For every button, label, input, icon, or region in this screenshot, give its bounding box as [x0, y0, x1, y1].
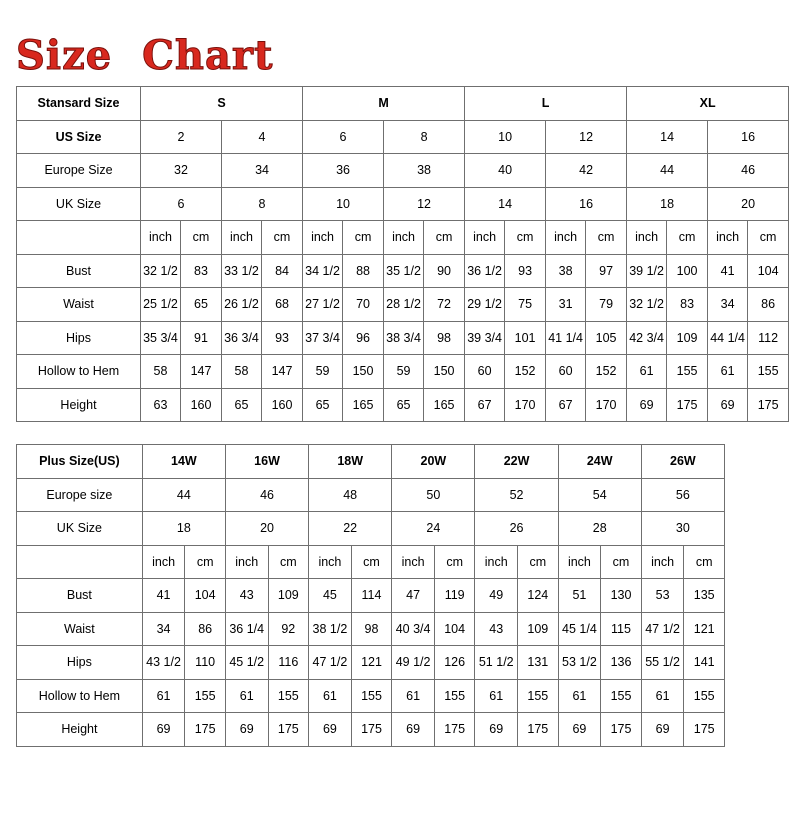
table-row [17, 355, 789, 389]
cell: 45 1/4 [558, 612, 601, 646]
cell: 79 [586, 288, 627, 322]
cell: 165 [424, 388, 465, 422]
cell: 61 [708, 355, 748, 389]
unit-cell: cm [586, 221, 627, 255]
cell: 114 [351, 579, 392, 613]
cell: 86 [748, 288, 789, 322]
unit-cell: inch [558, 545, 601, 579]
table-row-units [17, 545, 788, 579]
unit-cell: inch [641, 545, 684, 579]
cell: 63 [141, 388, 181, 422]
cell: 54 [558, 478, 641, 512]
cell: 38 3/4 [384, 321, 424, 355]
cell: 16 [546, 187, 627, 221]
cell: 160 [262, 388, 303, 422]
cell: 165 [343, 388, 384, 422]
row-label-us-size: US Size [17, 120, 141, 154]
cell: 14 [627, 120, 708, 154]
plus-size-22w: 22W [475, 445, 558, 479]
cell: 49 [475, 579, 518, 613]
cell: 55 1/2 [641, 646, 684, 680]
cell: 91 [181, 321, 222, 355]
cell: 58 [141, 355, 181, 389]
cell: 110 [185, 646, 226, 680]
table-row [17, 445, 788, 479]
cell: 10 [465, 120, 546, 154]
cell: 46 [225, 478, 308, 512]
cell: 84 [262, 254, 303, 288]
cell: 147 [262, 355, 303, 389]
cell: 28 1/2 [384, 288, 424, 322]
cell: 104 [748, 254, 789, 288]
cell: 69 [708, 388, 748, 422]
unit-row-label [17, 221, 141, 255]
table-row [17, 679, 788, 713]
cell: 109 [268, 579, 309, 613]
cell: 18 [142, 512, 225, 546]
cell: 150 [343, 355, 384, 389]
cell: 41 1/4 [546, 321, 586, 355]
cell: 155 [434, 679, 475, 713]
cell: 53 [641, 579, 684, 613]
cell: 69 [558, 713, 601, 747]
unit-cell: cm [424, 221, 465, 255]
unit-cell: inch [141, 221, 181, 255]
cell: 59 [384, 355, 424, 389]
cell: 44 [142, 478, 225, 512]
plus-size-header-label: Plus Size(US) [17, 445, 143, 479]
cell: 20 [225, 512, 308, 546]
cell: 39 1/2 [627, 254, 667, 288]
unit-cell: cm [351, 545, 392, 579]
row-label-europe-size: Europe Size [17, 154, 141, 188]
cell: 150 [424, 355, 465, 389]
size-group-s: S [141, 87, 303, 121]
row-label-uk-size: UK Size [17, 187, 141, 221]
cell: 96 [343, 321, 384, 355]
cell: 155 [351, 679, 392, 713]
cell: 69 [641, 713, 684, 747]
cell: 34 1/2 [303, 254, 343, 288]
cell: 51 1/2 [475, 646, 518, 680]
standard-size-header-label: Stansard Size [17, 87, 141, 121]
cell: 32 [141, 154, 222, 188]
cell: 136 [601, 646, 642, 680]
unit-cell: cm [185, 545, 226, 579]
cell: 46 [708, 154, 789, 188]
cell: 12 [546, 120, 627, 154]
unit-cell: cm [262, 221, 303, 255]
cell: 119 [434, 579, 475, 613]
unit-cell: cm [181, 221, 222, 255]
unit-cell: inch [708, 221, 748, 255]
cell: 155 [748, 355, 789, 389]
unit-cell: inch [475, 545, 518, 579]
plus-size-20w: 20W [392, 445, 475, 479]
cell: 45 1/2 [225, 646, 268, 680]
plus-table-filler [724, 545, 787, 579]
cell: 38 [384, 154, 465, 188]
plus-size-24w: 24W [558, 445, 641, 479]
plus-table-filler [724, 512, 787, 546]
cell: 8 [222, 187, 303, 221]
table-row [17, 612, 788, 646]
cell: 47 [392, 579, 435, 613]
table-row [17, 579, 788, 613]
cell: 32 1/2 [627, 288, 667, 322]
row-label-hollow-to-hem: Hollow to Hem [17, 679, 143, 713]
cell: 175 [268, 713, 309, 747]
cell: 61 [641, 679, 684, 713]
table-row [17, 713, 788, 747]
cell: 69 [142, 713, 185, 747]
table-row [17, 288, 789, 322]
cell: 59 [303, 355, 343, 389]
cell: 43 [475, 612, 518, 646]
cell: 61 [392, 679, 435, 713]
cell: 100 [667, 254, 708, 288]
cell: 60 [546, 355, 586, 389]
cell: 141 [684, 646, 725, 680]
cell: 31 [546, 288, 586, 322]
plus-size-26w: 26W [641, 445, 724, 479]
cell: 45 [309, 579, 352, 613]
cell: 175 [684, 713, 725, 747]
cell: 47 1/2 [641, 612, 684, 646]
table-row [17, 646, 788, 680]
cell: 69 [392, 713, 435, 747]
cell: 69 [475, 713, 518, 747]
row-label-hips: Hips [17, 646, 143, 680]
plus-table-filler [724, 679, 787, 713]
cell: 175 [434, 713, 475, 747]
cell: 43 1/2 [142, 646, 185, 680]
cell: 160 [181, 388, 222, 422]
row-label-europe-size: Europe size [17, 478, 143, 512]
row-label-hollow-to-hem: Hollow to Hem [17, 355, 141, 389]
row-label-height: Height [17, 713, 143, 747]
plus-table-filler [724, 445, 787, 479]
cell: 83 [181, 254, 222, 288]
cell: 6 [141, 187, 222, 221]
cell: 170 [586, 388, 627, 422]
size-group-m: M [303, 87, 465, 121]
cell: 109 [667, 321, 708, 355]
cell: 104 [434, 612, 475, 646]
plus-table-filler [724, 579, 787, 613]
unit-cell: cm [343, 221, 384, 255]
table-row [17, 388, 789, 422]
plus-table-filler [724, 646, 787, 680]
table-row-units [17, 221, 789, 255]
cell: 92 [268, 612, 309, 646]
cell: 65 [222, 388, 262, 422]
cell: 34 [222, 154, 303, 188]
cell: 29 1/2 [465, 288, 505, 322]
cell: 27 1/2 [303, 288, 343, 322]
cell: 90 [424, 254, 465, 288]
cell: 109 [518, 612, 559, 646]
cell: 130 [601, 579, 642, 613]
cell: 48 [309, 478, 392, 512]
cell: 116 [268, 646, 309, 680]
cell: 53 1/2 [558, 646, 601, 680]
cell: 39 3/4 [465, 321, 505, 355]
unit-cell: cm [505, 221, 546, 255]
table-row [17, 120, 789, 154]
cell: 104 [185, 579, 226, 613]
cell: 65 [181, 288, 222, 322]
plus-size-14w: 14W [142, 445, 225, 479]
cell: 69 [627, 388, 667, 422]
cell: 26 1/2 [222, 288, 262, 322]
cell: 175 [748, 388, 789, 422]
unit-cell: cm [684, 545, 725, 579]
cell: 16 [708, 120, 789, 154]
unit-cell: inch [309, 545, 352, 579]
cell: 175 [185, 713, 226, 747]
cell: 61 [142, 679, 185, 713]
cell: 97 [586, 254, 627, 288]
cell: 12 [384, 187, 465, 221]
cell: 33 1/2 [222, 254, 262, 288]
cell: 61 [225, 679, 268, 713]
cell: 36 1/4 [225, 612, 268, 646]
unit-cell: inch [303, 221, 343, 255]
unit-cell: inch [225, 545, 268, 579]
unit-cell: cm [667, 221, 708, 255]
table-row [17, 87, 789, 121]
cell: 93 [262, 321, 303, 355]
plus-table-filler [724, 478, 787, 512]
cell: 52 [475, 478, 558, 512]
cell: 8 [384, 120, 465, 154]
cell: 60 [465, 355, 505, 389]
cell: 58 [222, 355, 262, 389]
unit-cell: inch [384, 221, 424, 255]
cell: 44 1/4 [708, 321, 748, 355]
cell: 61 [475, 679, 518, 713]
cell: 70 [343, 288, 384, 322]
cell: 38 [546, 254, 586, 288]
cell: 10 [303, 187, 384, 221]
cell: 49 1/2 [392, 646, 435, 680]
cell: 65 [384, 388, 424, 422]
size-chart-page [0, 32, 800, 836]
cell: 32 1/2 [141, 254, 181, 288]
cell: 61 [627, 355, 667, 389]
cell: 6 [303, 120, 384, 154]
cell: 135 [684, 579, 725, 613]
cell: 67 [546, 388, 586, 422]
cell: 51 [558, 579, 601, 613]
cell: 41 [142, 579, 185, 613]
cell: 101 [505, 321, 546, 355]
unit-cell: cm [434, 545, 475, 579]
unit-cell: inch [465, 221, 505, 255]
cell: 61 [558, 679, 601, 713]
cell: 69 [225, 713, 268, 747]
plus-size-16w: 16W [225, 445, 308, 479]
unit-cell: cm [748, 221, 789, 255]
cell: 36 [303, 154, 384, 188]
cell: 105 [586, 321, 627, 355]
cell: 40 3/4 [392, 612, 435, 646]
unit-cell: cm [601, 545, 642, 579]
cell: 86 [185, 612, 226, 646]
cell: 83 [667, 288, 708, 322]
table-row [17, 478, 788, 512]
cell: 121 [684, 612, 725, 646]
cell: 72 [424, 288, 465, 322]
cell: 155 [684, 679, 725, 713]
cell: 28 [558, 512, 641, 546]
cell: 34 [708, 288, 748, 322]
cell: 131 [518, 646, 559, 680]
cell: 98 [351, 612, 392, 646]
cell: 75 [505, 288, 546, 322]
cell: 14 [465, 187, 546, 221]
cell: 115 [601, 612, 642, 646]
row-label-waist: Waist [17, 288, 141, 322]
unit-cell: inch [142, 545, 185, 579]
cell: 35 1/2 [384, 254, 424, 288]
cell: 155 [601, 679, 642, 713]
table-row [17, 254, 789, 288]
unit-cell: inch [627, 221, 667, 255]
cell: 155 [268, 679, 309, 713]
standard-size-table [16, 86, 789, 422]
cell: 67 [465, 388, 505, 422]
cell: 41 [708, 254, 748, 288]
cell: 56 [641, 478, 724, 512]
cell: 155 [518, 679, 559, 713]
cell: 22 [309, 512, 392, 546]
cell: 42 [546, 154, 627, 188]
unit-cell: inch [546, 221, 586, 255]
cell: 155 [667, 355, 708, 389]
cell: 34 [142, 612, 185, 646]
cell: 68 [262, 288, 303, 322]
standard-size-table-wrapper [16, 86, 786, 422]
cell: 88 [343, 254, 384, 288]
page-title: Size Chart [16, 32, 274, 79]
cell: 40 [465, 154, 546, 188]
unit-cell: inch [392, 545, 435, 579]
cell: 50 [392, 478, 475, 512]
cell: 35 3/4 [141, 321, 181, 355]
row-label-bust: Bust [17, 579, 143, 613]
cell: 37 3/4 [303, 321, 343, 355]
row-label-height: Height [17, 388, 141, 422]
table-row [17, 321, 789, 355]
cell: 36 1/2 [465, 254, 505, 288]
row-label-uk-size: UK Size [17, 512, 143, 546]
cell: 38 1/2 [309, 612, 352, 646]
plus-size-table-wrapper [16, 444, 786, 747]
cell: 98 [424, 321, 465, 355]
cell: 126 [434, 646, 475, 680]
cell: 61 [309, 679, 352, 713]
unit-cell: cm [518, 545, 559, 579]
unit-row-label [17, 545, 143, 579]
cell: 26 [475, 512, 558, 546]
table-row [17, 154, 789, 188]
cell: 175 [667, 388, 708, 422]
cell: 18 [627, 187, 708, 221]
cell: 25 1/2 [141, 288, 181, 322]
cell: 124 [518, 579, 559, 613]
row-label-waist: Waist [17, 612, 143, 646]
plus-table-filler [724, 612, 787, 646]
cell: 152 [586, 355, 627, 389]
cell: 175 [518, 713, 559, 747]
unit-cell: inch [222, 221, 262, 255]
size-group-xl: XL [627, 87, 789, 121]
cell: 121 [351, 646, 392, 680]
cell: 20 [708, 187, 789, 221]
plus-table-filler [724, 713, 787, 747]
row-label-bust: Bust [17, 254, 141, 288]
cell: 152 [505, 355, 546, 389]
cell: 155 [185, 679, 226, 713]
cell: 170 [505, 388, 546, 422]
table-gap [14, 422, 786, 444]
cell: 112 [748, 321, 789, 355]
row-label-hips: Hips [17, 321, 141, 355]
cell: 65 [303, 388, 343, 422]
cell: 69 [309, 713, 352, 747]
cell: 30 [641, 512, 724, 546]
table-row [17, 187, 789, 221]
unit-cell: cm [268, 545, 309, 579]
cell: 36 3/4 [222, 321, 262, 355]
table-row [17, 512, 788, 546]
cell: 42 3/4 [627, 321, 667, 355]
cell: 175 [351, 713, 392, 747]
cell: 4 [222, 120, 303, 154]
cell: 175 [601, 713, 642, 747]
cell: 44 [627, 154, 708, 188]
cell: 147 [181, 355, 222, 389]
cell: 93 [505, 254, 546, 288]
plus-size-18w: 18W [309, 445, 392, 479]
cell: 43 [225, 579, 268, 613]
cell: 2 [141, 120, 222, 154]
cell: 24 [392, 512, 475, 546]
cell: 47 1/2 [309, 646, 352, 680]
size-group-l: L [465, 87, 627, 121]
plus-size-table [16, 444, 788, 747]
